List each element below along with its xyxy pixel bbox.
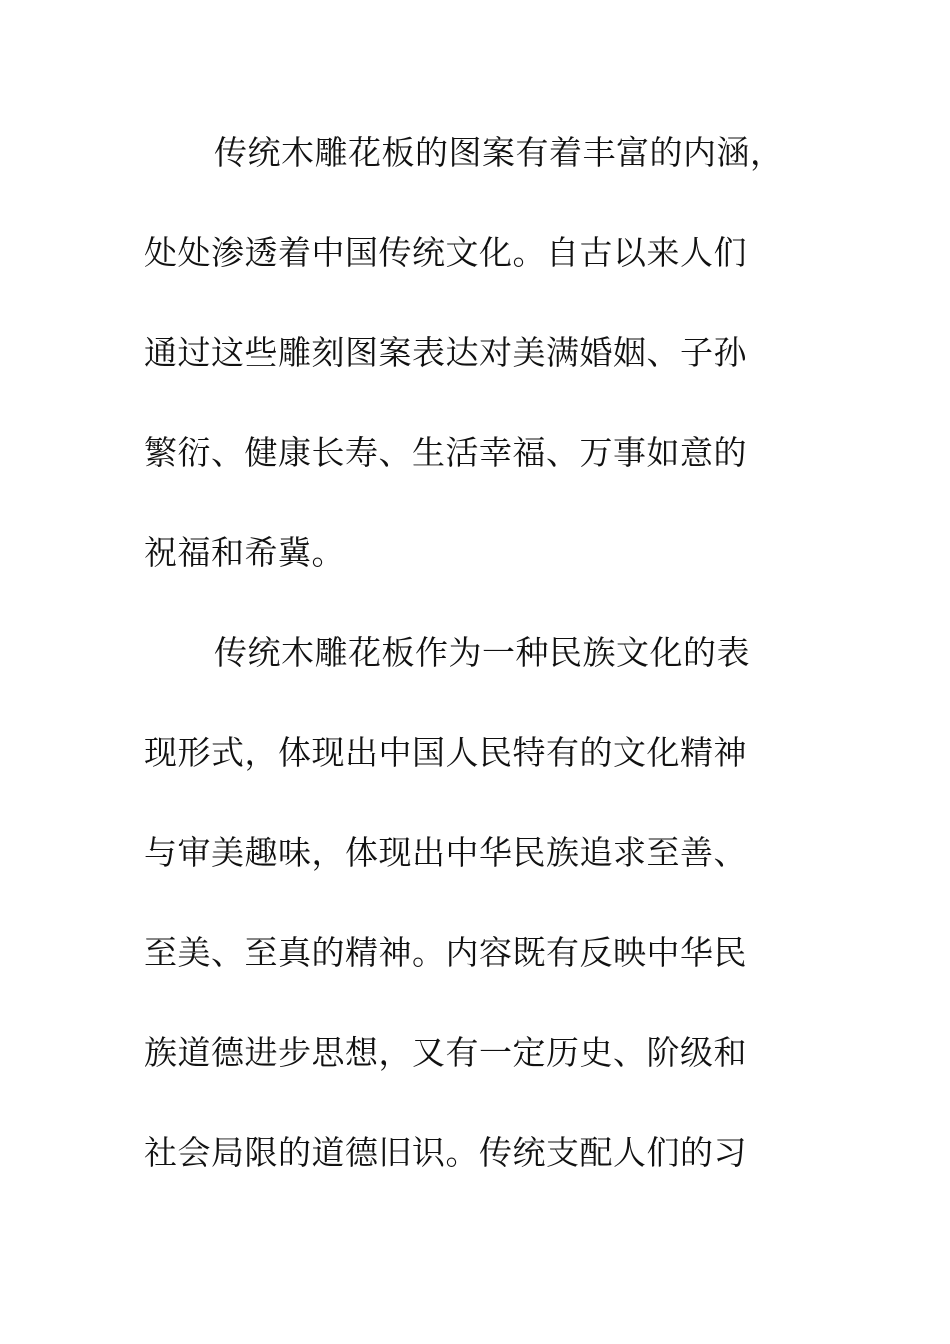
text-line: 社会局限的道德旧识。传统支配人们的习 [144,1133,747,1172]
paragraph-1 [144,120,784,620]
text-line: 传统木雕花板的图案有着丰富的内涵， [214,133,784,172]
text-line: 处处渗透着中国传统文化。自古以来人们 [144,233,747,272]
text-line: 现形式，体现出中国人民特有的文化精神 [144,733,747,772]
text-line: 传统木雕花板作为一种民族文化的表 [214,633,750,672]
text-line: 繁衍、健康长寿、生活幸福、万事如意的 [144,433,747,472]
text-line: 至美、至真的精神。内容既有反映中华民 [144,933,747,972]
paragraph-2 [144,620,784,1220]
text-line: 族道德进步思想，又有一定历史、阶级和 [144,1033,747,1072]
text-line: 与审美趣味，体现出中华民族追求至善、 [144,833,747,872]
text-line: 祝福和希冀。 [144,533,345,572]
text-line: 通过这些雕刻图案表达对美满婚姻、子孙 [144,333,747,372]
document-body [144,120,784,1220]
